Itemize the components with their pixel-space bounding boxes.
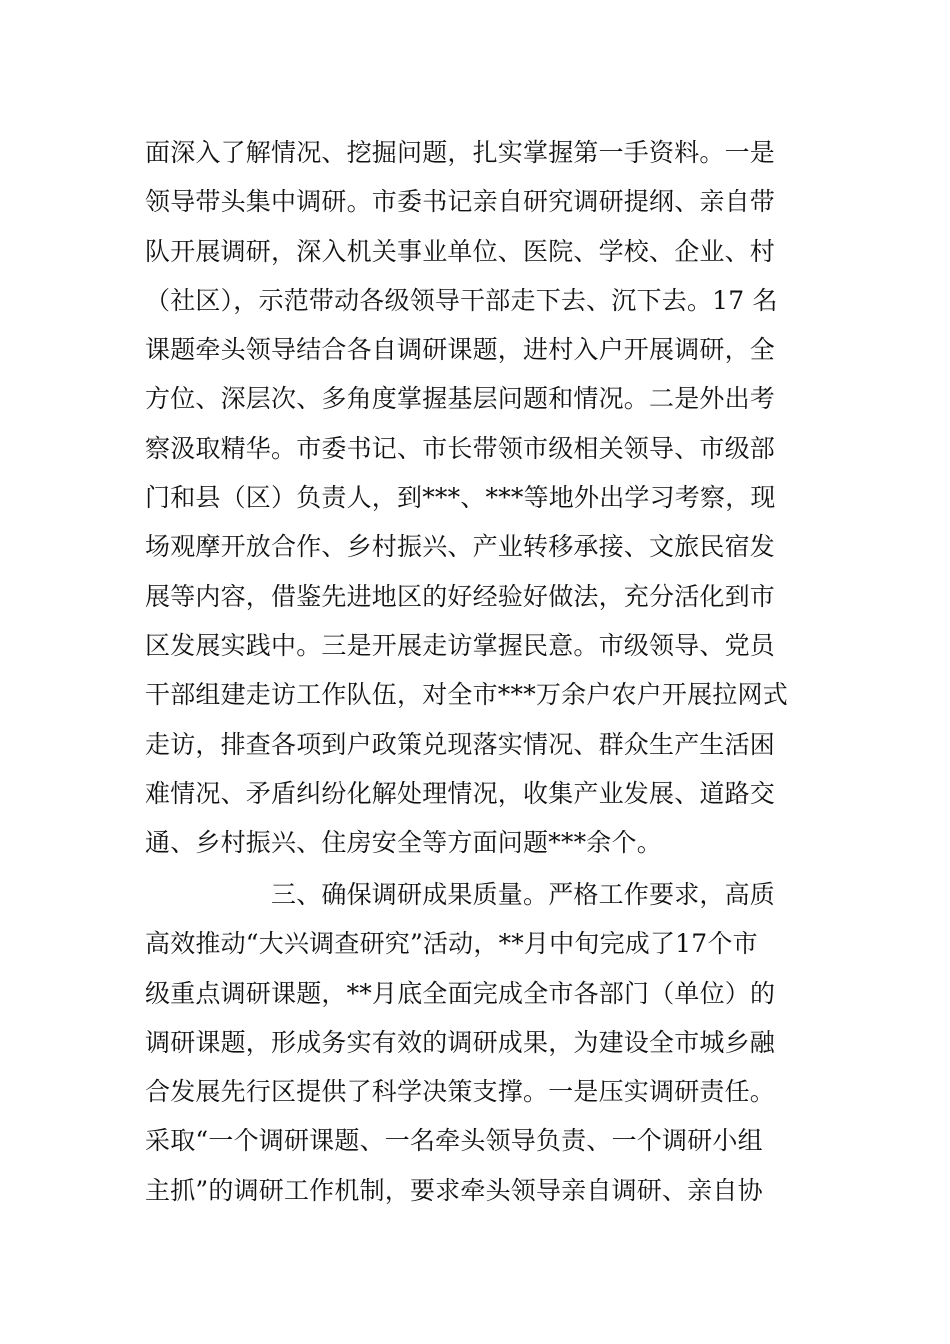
text-line: 难情况、矛盾纠纷化解处理情况，收集产业发展、道路交	[145, 778, 776, 808]
text-line: 合发展先行区提供了科学决策支撑。一是压实调研责任。	[145, 1077, 776, 1107]
text-line: 走访，排查各项到户政策兑现落实情况、群众生产生活困	[145, 729, 776, 759]
text-line: 采取“一个调研课题、一名牵头领导负责、一个调研小组	[145, 1126, 763, 1156]
text-line: （社区），示范带动各级领导干部走下去、沉下去。17 名	[145, 285, 778, 315]
text-line: 方位、深层次、多角度掌握基层问题和情况。二是外出考	[145, 384, 776, 414]
text-line: 场观摩开放合作、乡村振兴、产业转移承接、文旅民宿发	[145, 532, 776, 562]
text-line: 察汲取精华。市委书记、市长带领市级相关领导、市级部	[145, 433, 776, 463]
text-line: 面深入了解情况、挖掘问题，扎实掌握第一手资料。一是	[145, 138, 776, 167]
text-line: 主抓”的调研工作机制，要求牵头领导亲自调研、亲自协	[145, 1175, 763, 1205]
body-paragraph-2	[145, 870, 810, 1215]
text-line: 区发展实践中。三是开展走访掌握民意。市级领导、党员	[145, 630, 776, 660]
text-line: 调研课题，形成务实有效的调研成果，为建设全市城乡融	[145, 1027, 776, 1057]
text-line: 高效推动“大兴调查研究”活动，**月中旬完成了17个市	[145, 929, 758, 959]
text-line: 干部组建走访工作队伍，对全市***万余户农户开展拉网式	[145, 680, 788, 710]
body-paragraph-1	[145, 128, 810, 867]
text-line: 领导带头集中调研。市委书记亲自研究调研提纲、亲自带	[145, 187, 776, 217]
text-line: 课题牵头领导结合各自调研课题，进村入户开展调研，全	[145, 335, 776, 365]
text-line: 通、乡村振兴、住房安全等方面问题***余个。	[145, 828, 662, 858]
text-line: 队开展调研，深入机关事业单位、医院、学校、企业、村	[145, 236, 776, 266]
text-line: 展等内容，借鉴先进地区的好经验好做法，充分活化到市	[145, 581, 776, 611]
text-line: 级重点调研课题，**月底全面完成全市各部门（单位）的	[145, 978, 776, 1008]
section-heading-line: 三、确保调研成果质量。严格工作要求，高质	[145, 880, 776, 909]
text-line: 门和县（区）负责人，到***、***等地外出学习考察，现	[145, 483, 776, 513]
